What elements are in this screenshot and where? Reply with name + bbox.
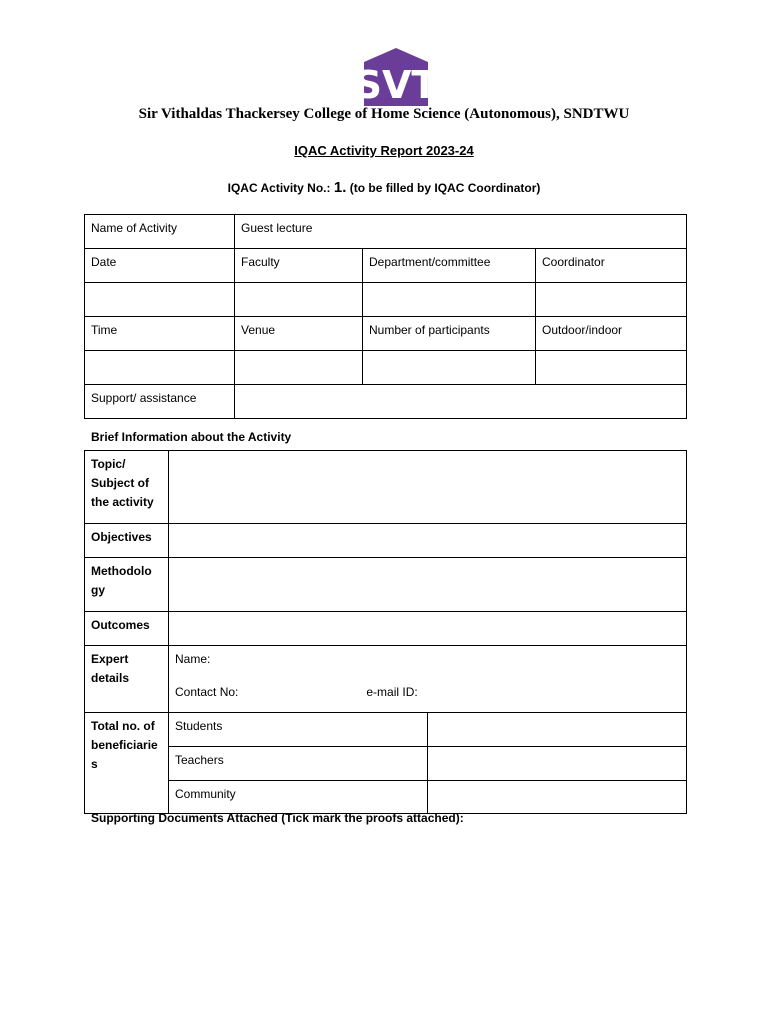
expert-name: Name: [175, 652, 211, 666]
college-logo [354, 46, 438, 108]
date-label: Date [85, 249, 235, 283]
objectives-field[interactable] [169, 524, 687, 558]
topic-field[interactable] [169, 451, 687, 524]
coordinator-label: Coordinator [536, 249, 687, 283]
table-row [85, 215, 687, 249]
methodology-label [85, 558, 169, 612]
outdoor-label: Outdoor/indoor [536, 317, 687, 351]
table-row [85, 249, 687, 283]
participants-label: Number of participants [363, 317, 536, 351]
table-row [85, 351, 687, 385]
students-field[interactable] [428, 713, 687, 747]
support-field[interactable] [235, 385, 687, 419]
table-row [85, 385, 687, 419]
beneficiaries-label-line: Total no. of [91, 719, 155, 733]
beneficiaries-label [85, 713, 169, 814]
methodology-label-line: Methodolo [91, 564, 152, 578]
objectives-label: Objectives [85, 524, 169, 558]
name-of-activity-value[interactable]: Guest lecture [235, 215, 687, 249]
department-label: Department/committee [363, 249, 536, 283]
students-label: Students [169, 713, 428, 747]
activity-details-table [84, 214, 687, 419]
brief-info-table [84, 450, 687, 814]
name-of-activity-label: Name of Activity [85, 215, 235, 249]
expert-email: e-mail ID: [366, 685, 418, 699]
topic-label-line: the activity [91, 495, 154, 509]
topic-label-line: Subject of [91, 476, 150, 490]
faculty-label: Faculty [235, 249, 363, 283]
activity-no-label: IQAC Activity No. [227, 181, 327, 195]
table-row [85, 558, 687, 612]
time-label: Time [85, 317, 235, 351]
table-row [85, 283, 687, 317]
activity-no-sep: : [326, 181, 334, 195]
methodology-label-line: gy [91, 583, 106, 597]
activity-no-note: (to be filled by IQAC Coordinator) [346, 181, 541, 195]
date-field[interactable] [85, 283, 235, 317]
topic-label-line: Topic/ [91, 457, 126, 471]
teachers-label: Teachers [169, 747, 428, 781]
expert-label-line: Expert [91, 652, 129, 666]
supporting-documents-heading: Supporting Documents Attached (Tick mark the proofs attached): [91, 811, 464, 825]
logo-text: SVT [354, 63, 438, 107]
expert-label [85, 646, 169, 713]
coordinator-field[interactable] [536, 283, 687, 317]
department-field[interactable] [363, 283, 536, 317]
table-row [85, 524, 687, 558]
outcomes-label: Outcomes [85, 612, 169, 646]
table-row [85, 781, 687, 814]
support-label: Support/ assistance [85, 385, 235, 419]
outcomes-field[interactable] [169, 612, 687, 646]
table-row [85, 451, 687, 524]
activity-no-value: 1. [333, 179, 347, 196]
college-name: Sir Vithaldas Thackersey College of Home Science (Autonomous), SNDTWU [138, 106, 630, 122]
community-label: Community [169, 781, 428, 814]
table-row [85, 747, 687, 781]
table-row [85, 646, 687, 713]
beneficiaries-label-line: s [91, 757, 98, 771]
expert-contact: Contact No: [175, 685, 239, 699]
brief-info-heading: Brief Information about the Activity [91, 430, 292, 444]
table-row [85, 612, 687, 646]
report-title: IQAC Activity Report 2023-24 [294, 143, 474, 158]
methodology-field[interactable] [169, 558, 687, 612]
beneficiaries-label-line: beneficiarie [91, 738, 158, 752]
venue-field[interactable] [235, 351, 363, 385]
participants-field[interactable] [363, 351, 536, 385]
teachers-field[interactable] [428, 747, 687, 781]
outdoor-field[interactable] [536, 351, 687, 385]
expert-label-line: details [91, 671, 130, 685]
venue-label: Venue [235, 317, 363, 351]
community-field[interactable] [428, 781, 687, 814]
time-field[interactable] [85, 351, 235, 385]
table-row [85, 713, 687, 747]
expert-details-field[interactable] [169, 646, 687, 713]
faculty-field[interactable] [235, 283, 363, 317]
activity-number-line [0, 179, 768, 196]
topic-label [85, 451, 169, 524]
table-row [85, 317, 687, 351]
